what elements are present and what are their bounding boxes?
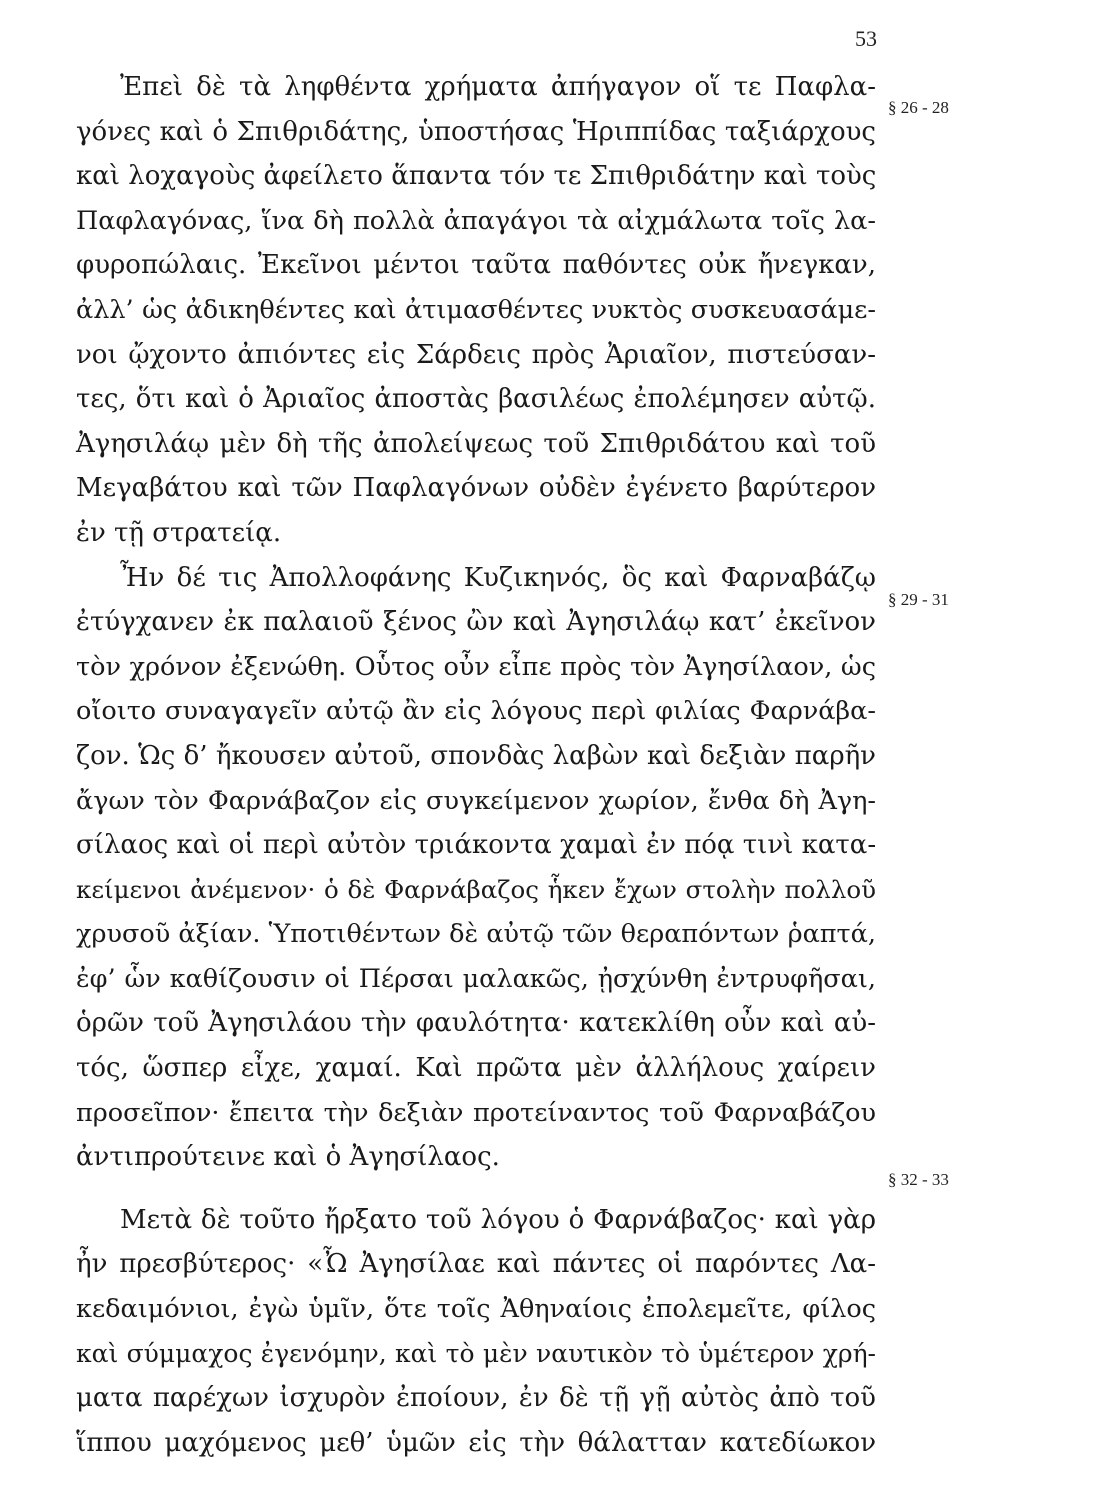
text-line: προσεῖπον· ἔπειτα τὴν δεξιὰν προτείναντος τοῦ Φαρναβάζου [76, 1097, 876, 1128]
text-line: ἄγων τὸν Φαρνάβαζον εἰς συγκείμενον χωρίον, ἔνθα δὴ Ἀγη- [76, 785, 876, 816]
paragraph [76, 65, 876, 556]
text-line: τες, ὅτι καὶ ὁ Ἀριαῖος ἀποστὰς βασιλέως ἐπολέμησεν αὐτῷ. [76, 384, 876, 415]
text-line: οἴοιτο συναγαγεῖν αὐτῷ ἂν εἰς λόγους περὶ φιλίας Φαρνάβα- [76, 696, 876, 727]
text-line: Μετὰ δὲ τοῦτο ἤρξατο τοῦ λόγου ὁ Φαρνάβαζος· καὶ γὰρ [120, 1204, 876, 1235]
text-line: Ἦν δέ τις Ἀπολλοφάνης Κυζικηνός, ὃς καὶ Φαρναβάζῳ [120, 562, 876, 593]
text-line: σίλαος καὶ οἱ περὶ αὐτὸν τριάκοντα χαμαὶ ἐν πόᾳ τινὶ κατα- [76, 830, 877, 861]
text-line: κείμενοι ἀνέμενον· ὁ δὲ Φαρνάβαζος ἧκεν ἔχων στολὴν πολλοῦ [76, 874, 876, 904]
text-line: Ἀγησιλάῳ μὲν δὴ τῆς ἀπολείψεως τοῦ Σπιθριδάτου καὶ τοῦ [76, 428, 876, 459]
text-line: καὶ σύμμαχος ἐγενόμην, καὶ τὸ μὲν ναυτικὸν τὸ ὑμέτερον χρή- [76, 1338, 876, 1368]
text-line: τὸν χρόνον ἐξενώθη. Οὗτος οὖν εἶπε πρὸς τὸν Ἀγησίλαον, ὡς [76, 651, 876, 682]
text-line: ἦν πρεσβύτερος· «Ὦ Ἀγησίλαε καὶ πάντες οἱ παρόντες Λα- [76, 1249, 876, 1280]
text-line: ἀντιπρούτεινε καὶ ὁ Ἀγησίλαος. [76, 1142, 500, 1173]
text-line: ἐτύγχανεν ἐκ παλαιοῦ ξένος ὢν καὶ Ἀγησιλάῳ κατ’ ἐκεῖνον [76, 607, 876, 638]
text-line: κεδαιμόνιοι, ἐγὼ ὑμῖν, ὅτε τοῖς Ἀθηναίοις ἐπολεμεῖτε, φίλος [76, 1294, 876, 1325]
text-line: ζον. Ὡς δ’ ἤκουσεν αὐτοῦ, σπονδὰς λαβὼν καὶ δεξιὰν παρῆν [76, 740, 876, 771]
text-line: τός, ὥσπερ εἶχε, χαμαί. Καὶ πρῶτα μὲν ἀλλήλους χαίρειν [76, 1053, 876, 1084]
text-line: χρυσοῦ ἀξίαν. Ὑποτιθέντων δὲ αὐτῷ τῶν θεραπόντων ῥαπτά, [76, 919, 876, 950]
text-line: νοι ᾤχοντο ἀπιόντες εἰς Σάρδεις πρὸς Ἀριαῖον, πιστεύσαν- [76, 339, 876, 370]
text-line: ἵππου μαχόμενος μεθ’ ὑμῶν εἰς τὴν θάλατταν κατεδίωκον [76, 1427, 876, 1458]
text-line: Μεγαβάτου καὶ τῶν Παφλαγόνων οὐδὲν ἐγένετο βαρύτερον [76, 473, 876, 504]
text-line: ἐν τῇ στρατείᾳ. [76, 517, 282, 548]
text-line: ἐφ’ ὧν καθίζουσιν οἱ Πέρσαι μαλακῶς, ᾐσχύνθη ἐντρυφῆσαι, [76, 963, 876, 994]
page-number: 53 [855, 26, 877, 51]
paragraph [76, 556, 876, 1180]
text-line: καὶ λοχαγοὺς ἀφείλετο ἅπαντα τόν τε Σπιθριδάτην καὶ τοὺς [76, 161, 877, 192]
paragraph-gap [76, 1180, 876, 1198]
text-line: Παφλαγόνας, ἵνα δὴ πολλὰ ἀπαγάγοι τὰ αἰχμάλωτα τοῖς λα- [76, 205, 876, 236]
text-line: ὁρῶν τοῦ Ἀγησιλάου τὴν φαυλότητα· κατεκλίθη οὖν καὶ αὐ- [76, 1008, 876, 1039]
paragraph [76, 1198, 876, 1466]
text-line: φυροπώλαις. Ἐκεῖνοι μέντοι ταῦτα παθόντες οὐκ ἤνεγκαν, [76, 250, 876, 281]
body-text [76, 65, 876, 1465]
section-reference: § 32 - 33 [888, 1170, 949, 1189]
text-line: ἀλλ’ ὡς ἀδικηθέντες καὶ ἀτιμασθέντες νυκτὸς συσκευασάμε- [76, 294, 876, 325]
section-reference: § 26 - 28 [888, 98, 949, 117]
text-line: γόνες καὶ ὁ Σπιθριδάτης, ὑποστήσας Ἡριππίδας ταξιάρχους [76, 116, 876, 147]
section-reference: § 29 - 31 [888, 590, 949, 609]
text-line: Ἐπεὶ δὲ τὰ ληφθέντα χρήματα ἀπήγαγον οἵ τε Παφλα- [120, 72, 876, 102]
text-line: ματα παρέχων ἰσχυρὸν ἐποίουν, ἐν δὲ τῇ γῇ αὐτὸς ἀπὸ τοῦ [76, 1383, 876, 1414]
